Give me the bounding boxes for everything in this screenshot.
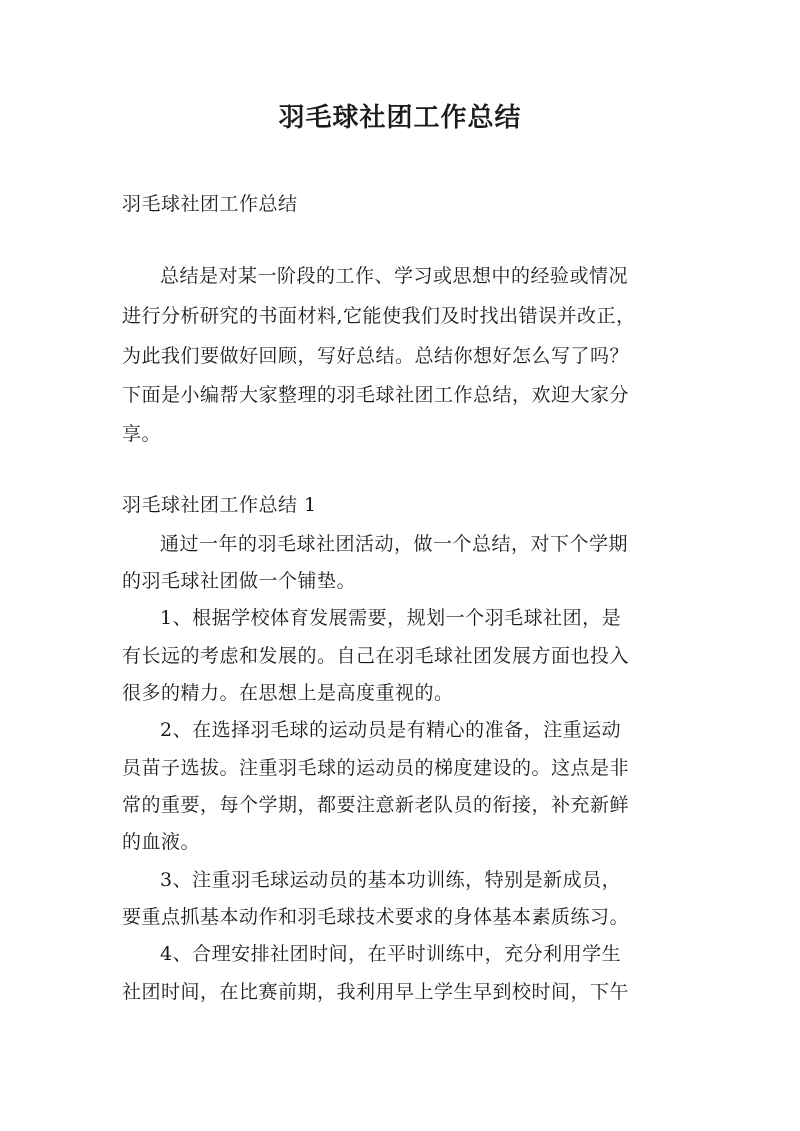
document-title: 羽毛球社团工作总结: [278, 103, 522, 133]
section-line-1: 通过一年的羽毛球社团活动，做一个总结，对下个学期: [160, 533, 629, 555]
intro-line-5: 享。: [122, 423, 162, 445]
section-line-13: 社团时间，在比赛前期，我利用早上学生早到校时间，下午: [122, 981, 630, 1003]
section-line-8: 常的重要，每个学期，都要注意新老队员的衔接，补充新鲜: [122, 794, 630, 816]
section-line-2: 的羽毛球社团做一个铺垫。: [122, 570, 357, 592]
intro-line-4: 下面是小编帮大家整理的羽毛球社团工作总结，欢迎大家分: [122, 384, 630, 406]
intro-line-2: 进行分析研究的书面材料,它能使我们及时找出错误并改正，: [122, 305, 636, 327]
section-line-12: 4、合理安排社团时间，在平时训练中，充分利用学生: [160, 943, 622, 965]
section-line-11: 要重点抓基本动作和羽毛球技术要求的身体基本素质练习。: [122, 906, 630, 928]
section-line-7: 员苗子选拔。注重羽毛球的运动员的梯度建设的。这点是非: [122, 757, 630, 779]
section-line-9: 的血液。: [122, 831, 201, 853]
document-subtitle: 羽毛球社团工作总结: [122, 193, 298, 215]
section-line-3: 1、根据学校体育发展需要，规划一个羽毛球社团，是: [160, 607, 622, 629]
section-line-10: 3、注重羽毛球运动员的基本功训练，特别是新成员，: [160, 869, 622, 891]
section-line-5: 很多的精力。在思想上是高度重视的。: [122, 682, 454, 704]
section-line-4: 有长远的考虑和发展的。自己在羽毛球社团发展方面也投入: [122, 645, 630, 667]
intro-line-1: 总结是对某一阶段的工作、学习或思想中的经验或情况: [160, 265, 629, 287]
section-heading: 羽毛球社团工作总结 1: [122, 494, 317, 516]
section-line-6: 2、在选择羽毛球的运动员是有精心的准备，注重运动: [160, 719, 622, 741]
intro-line-3: 为此我们要做好回顾，写好总结。总结你想好怎么写了吗？: [122, 345, 630, 367]
